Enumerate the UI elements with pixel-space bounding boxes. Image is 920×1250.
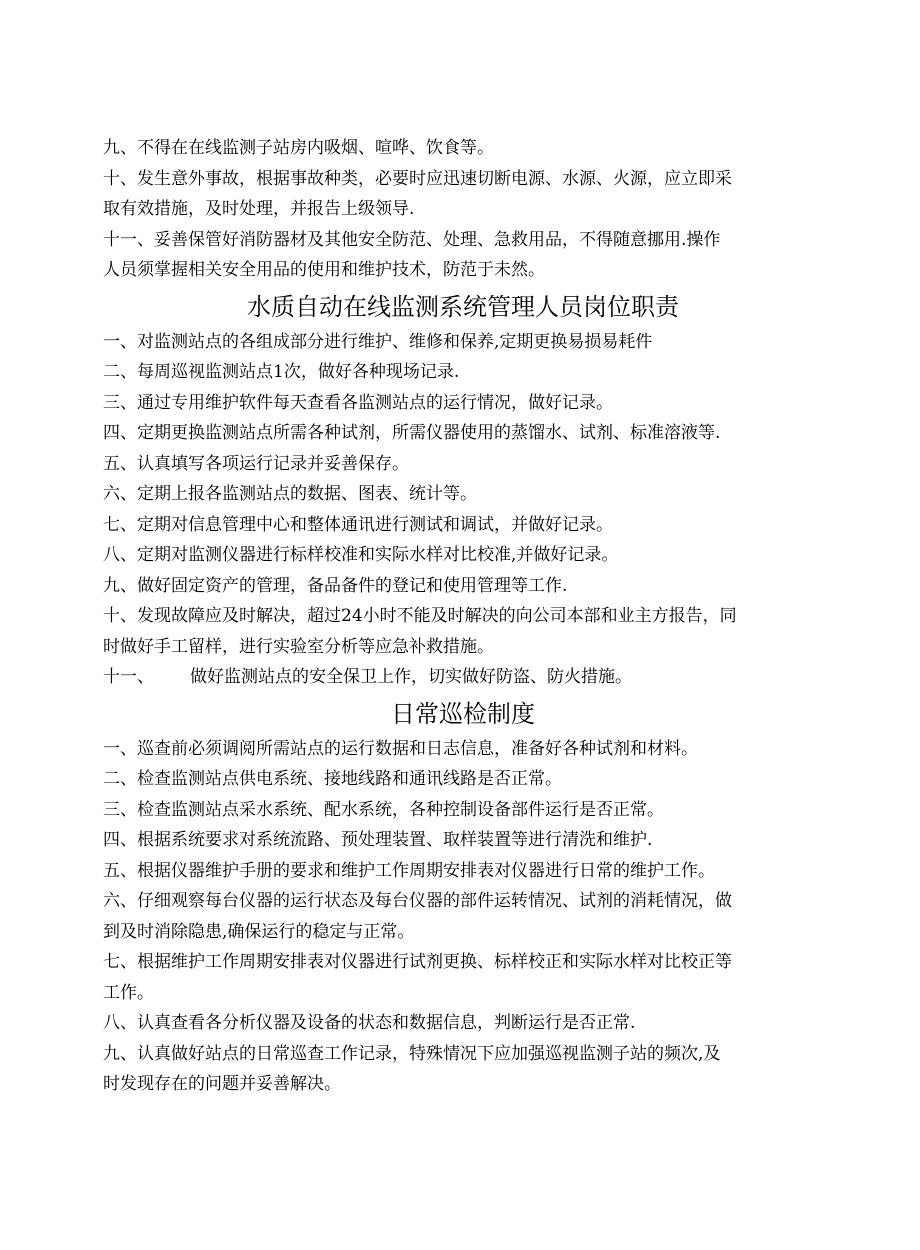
duty-line-11: 时做好手工留样，进行实验室分析等应急补救措施。 (103, 636, 494, 657)
inspection-line-10: 八、认真查看各分析仪器及设备的状态和数据信息，判断运行是否正常. (103, 1013, 636, 1033)
intro-line-1: 九、不得在在线监测子站房内吸烟、喧哗、饮食等。 (103, 138, 494, 158)
duty-line-2: 二、每周巡视监测站点1次，做好各种现场记录. (103, 362, 460, 382)
duty-line-7: 七、定期对信息管理中心和整体通讯进行测试和调试，并做好记录。 (103, 514, 613, 535)
duty-line-3: 三、通过专用维护软件每天查看各监测站点的运行情况，做好记录。 (103, 392, 613, 413)
inspection-line-7: 到及时消除隐患,确保运行的稳定与正常。 (103, 921, 415, 942)
section-title-duties: 水质自动在线监测系统管理人员岗位职责 (247, 292, 679, 321)
duty-line-8: 八、定期对监测仪器进行标样校准和实际水样对比校准,并做好记录。 (103, 545, 619, 565)
inspection-line-5: 五、根据仪器维护手册的要求和维护工作周期安排表对仪器进行日常的维护工作。 (103, 860, 715, 881)
document-page (103, 133, 823, 1100)
duty-item-prefix: 十一、 (103, 667, 154, 687)
inspection-line-8: 七、根据维护工作周期安排表对仪器进行试剂更换、标样校正和实际水样对比校正等 (103, 952, 732, 972)
duty-line-6: 六、定期上报各监测站点的数据、图表、统计等。 (103, 484, 477, 504)
inspection-line-2: 二、检查监测站点供电系统、接地线路和通讯线路是否正常。 (103, 769, 562, 789)
inspection-line-4: 四、根据系统要求对系统流路、预处理装置、取样装置等进行清洗和维护. (103, 830, 653, 850)
inspection-line-6: 六、仔细观察每台仪器的运行状态及每台仪器的部件运转情况、试剂的消耗情况，做 (103, 891, 732, 911)
intro-line-4: 十一、妥善保管好消防器材及其他安全防范、处理、急救用品，不得随意挪用.操作 (103, 229, 721, 250)
duty-line-10: 十、发现故障应及时解决，超过24小时不能及时解决的向公司本部和业主方报告，同 (103, 606, 737, 626)
duty-line-12 (103, 662, 823, 693)
duty-line-5: 五、认真填写各项运行记录并妥善保存。 (103, 453, 409, 474)
inspection-line-11: 九、认真做好站点的日常巡查工作记录，特殊情况下应加强巡视监测子站的频次,及 (103, 1043, 721, 1064)
inspection-line-9: 工作。 (103, 982, 154, 1003)
intro-line-5: 人员须掌握相关安全用品的使用和维护技术，防范于未然。 (103, 260, 545, 280)
duty-item-text: 做好监测站点的安全保卫上作，切实做好防盗、防火措施。 (190, 667, 632, 687)
intro-line-3: 取有效措施，及时处理，并报告上级领导. (103, 199, 415, 219)
duty-line-9: 九、做好固定资产的管理，备品备件的登记和使用管理等工作. (103, 575, 568, 596)
inspection-line-1: 一、巡查前必须调阅所需站点的运行数据和日志信息，准备好各种试剂和材料。 (103, 738, 698, 759)
inspection-line-3: 三、检查监测站点采水系统、配水系统，各种控制设备部件运行是否正常。 (103, 799, 664, 820)
inspection-line-12: 时发现存在的问题并妥善解决。 (103, 1074, 341, 1094)
section-title-inspection: 日常巡检制度 (391, 699, 535, 728)
intro-line-2: 十、发生意外事故，根据事故种类，必要时应迅速切断电源、水源、火源，应立即采 (103, 168, 732, 189)
duty-line-4: 四、定期更换监测站点所需各种试剂，所需仪器使用的蒸馏水、试剂、标准溶液等. (103, 423, 721, 443)
duty-line-1: 一、对监测站点的各组成部分进行维护、维修和保养,定期更换易损易耗件 (103, 331, 653, 352)
